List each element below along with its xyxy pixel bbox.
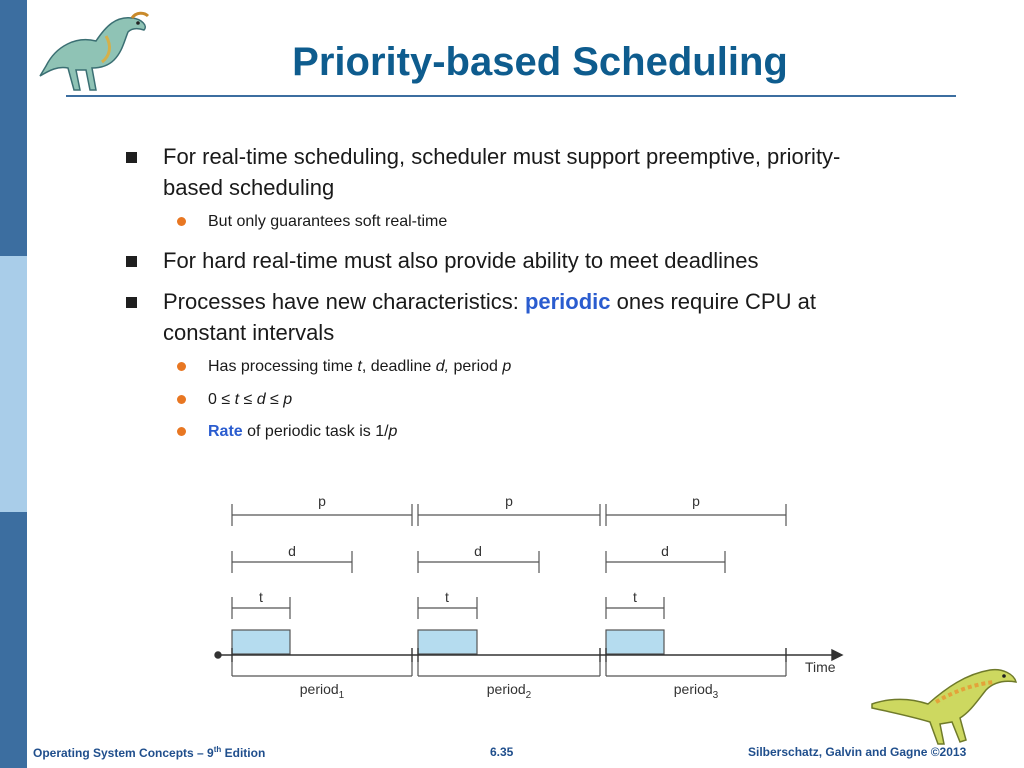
- var-t: t: [234, 391, 240, 408]
- d-label-3: d: [661, 543, 669, 559]
- side-stripe-top: [0, 0, 27, 256]
- p-label-3: p: [692, 493, 700, 509]
- bullet-text: constant intervals: [163, 320, 335, 345]
- round-bullet-icon: [177, 427, 186, 436]
- var-d: d,: [435, 358, 450, 375]
- d-label-1: d: [288, 543, 296, 559]
- cpu-burst-2: [418, 630, 477, 654]
- sub-bullet-text: , deadline: [361, 358, 436, 375]
- footer-sup: th: [213, 745, 222, 754]
- d-label-2: d: [474, 543, 482, 559]
- sub-bullet-item: [208, 212, 908, 232]
- dinosaur-logo-bottom-icon: [866, 660, 1020, 750]
- bullet-text: For real-time scheduling, scheduler must support preemptive, priority-: [163, 144, 841, 169]
- sub-bullet-text: 0 ≤: [208, 391, 235, 408]
- slide-number: 6.35: [490, 745, 514, 759]
- square-bullet-icon: [126, 152, 137, 163]
- sub-bullet-text: Has processing time: [208, 358, 358, 375]
- bullet-text: For hard real-time must also provide ability to meet deadlines: [163, 248, 759, 273]
- t-label-2: t: [445, 589, 449, 605]
- cpu-burst-1: [232, 630, 290, 654]
- var-d: d: [256, 391, 266, 408]
- square-bullet-icon: [126, 297, 137, 308]
- t-label-1: t: [259, 589, 263, 605]
- t-label-3: t: [633, 589, 637, 605]
- bullet-text: Processes have new characteristics:: [163, 289, 525, 314]
- sub-bullet-text: period: [449, 358, 503, 375]
- footer-text: Edition: [221, 746, 266, 760]
- period-3-label: period$_3$: [673, 681, 719, 701]
- footer-book-title: [33, 745, 265, 760]
- periodic-timing-diagram: [212, 486, 852, 706]
- side-stripe-bottom: [0, 512, 27, 768]
- round-bullet-icon: [177, 395, 186, 404]
- bullet-text: based scheduling: [163, 175, 335, 200]
- period-1-label: period$_1$: [299, 681, 345, 701]
- p-label-1: p: [318, 493, 326, 509]
- round-bullet-icon: [177, 362, 186, 371]
- footer-text: Operating System Concepts – 9: [33, 746, 214, 760]
- highlight-periodic: periodic: [524, 289, 611, 314]
- sub-bullet-text: But only guarantees soft real-time: [208, 213, 448, 230]
- side-stripe-middle: [0, 256, 27, 512]
- time-axis: [215, 648, 842, 662]
- var-t: t: [357, 358, 362, 375]
- bullet-item: [163, 141, 963, 203]
- square-bullet-icon: [126, 256, 137, 267]
- sub-bullet-item: [208, 422, 908, 442]
- round-bullet-icon: [177, 217, 186, 226]
- highlight-rate: Rate: [208, 423, 243, 440]
- bullet-item: [163, 286, 963, 348]
- sub-bullet-item: [208, 357, 908, 377]
- bullet-text: ones require CPU at: [610, 289, 816, 314]
- sub-bullet-text: ≤: [239, 391, 257, 408]
- footer-copyright: Silberschatz, Galvin and Gagne ©2013: [748, 745, 967, 759]
- sub-bullet-item: [208, 390, 908, 410]
- page-title: Priority-based Scheduling: [292, 40, 788, 84]
- title-divider: [66, 95, 956, 97]
- bullet-item: [163, 245, 963, 276]
- dinosaur-logo-icon: [36, 6, 160, 96]
- var-p: p: [388, 423, 398, 440]
- p-label-2: p: [505, 493, 513, 509]
- period-2-label: period$_2$: [486, 681, 532, 701]
- time-label: Time: [805, 659, 836, 675]
- cpu-burst-3: [606, 630, 664, 654]
- sub-bullet-text: ≤: [265, 391, 284, 408]
- var-p: p: [502, 358, 512, 375]
- sub-bullet-text: of periodic task is 1/: [242, 423, 389, 440]
- var-p: p: [283, 391, 293, 408]
